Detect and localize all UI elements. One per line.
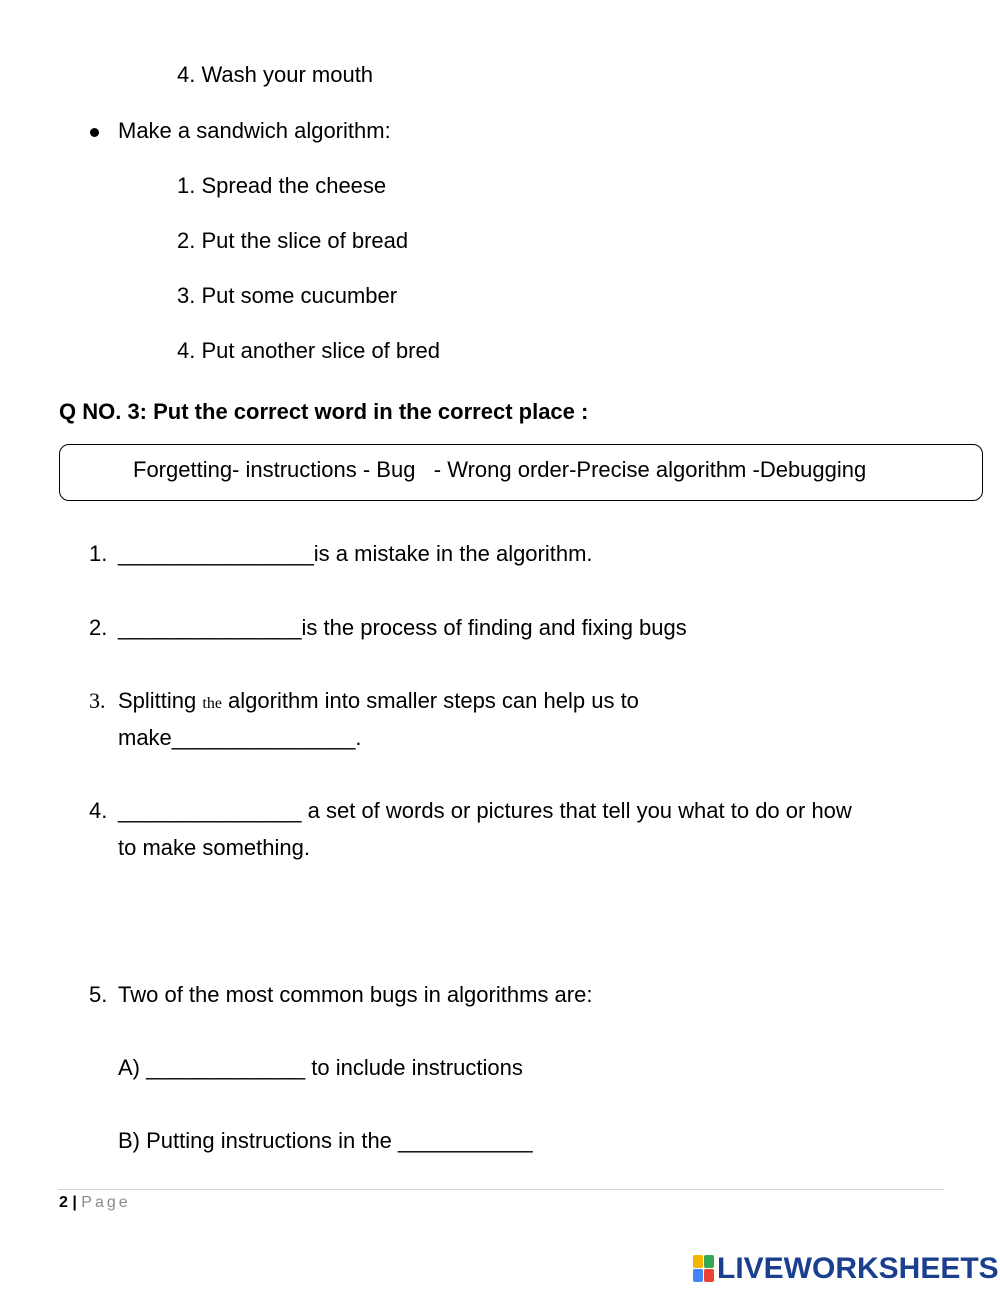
- liveworksheets-logo: [693, 1252, 999, 1286]
- logo-blocks-icon: [693, 1255, 715, 1283]
- logo-block: [704, 1255, 714, 1268]
- question-4[interactable]: _______________ a set of words or pictures that tell you what to do or how: [118, 798, 852, 823]
- item-number: 2.: [89, 615, 108, 640]
- logo-block: [704, 1269, 714, 1282]
- question-2: [118, 614, 687, 642]
- sandwich-step: 2. Put the slice of bread: [177, 228, 409, 253]
- question-4-line2: to make something.: [118, 835, 310, 860]
- item-number: 5.: [89, 982, 108, 1007]
- logo-text: LIVEWORKSHEETS: [717, 1252, 999, 1285]
- answer-blank[interactable]: _______________: [118, 615, 302, 640]
- bullet-icon: [90, 128, 99, 137]
- page-footer: [59, 1193, 131, 1213]
- question-3: [118, 687, 639, 718]
- logo-block: [693, 1269, 703, 1282]
- question-text: is the process of finding and fixing bugs: [301, 615, 687, 640]
- sandwich-step: 1. Spread the cheese: [177, 173, 387, 198]
- question-text: is a mistake in the algorithm.: [313, 541, 593, 566]
- answer-blank[interactable]: ________________: [118, 541, 314, 566]
- question-1: [118, 540, 593, 568]
- logo-block: [693, 1255, 703, 1268]
- page-number: 2: [59, 1194, 68, 1211]
- question-3-line2[interactable]: make_______________.: [118, 725, 362, 750]
- wash-step: 4. Wash your mouth: [177, 62, 374, 87]
- footer-separator: |: [72, 1194, 77, 1211]
- item-number: 3.: [89, 688, 106, 713]
- question-text: algorithm into smaller steps can help us to: [221, 688, 639, 713]
- question-5-b[interactable]: B) Putting instructions in the ___________: [118, 1128, 533, 1153]
- sandwich-step: 4. Put another slice of bred: [177, 338, 440, 363]
- page-label: Page: [81, 1194, 131, 1211]
- item-number: 4.: [89, 798, 108, 823]
- item-number: 1.: [89, 541, 108, 566]
- question-text: Splitting: [118, 688, 203, 713]
- footer-divider: [58, 1189, 944, 1190]
- question-5-a[interactable]: A) _____________ to include instructions: [118, 1055, 523, 1080]
- question-5: Two of the most common bugs in algorithms are:: [118, 982, 593, 1007]
- sandwich-step: 3. Put some cucumber: [177, 283, 398, 308]
- question-text-small: the: [202, 695, 222, 712]
- sandwich-title: Make a sandwich algorithm:: [118, 118, 391, 143]
- word-bank-text: Forgetting- instructions - Bug - Wrong order-Precise algorithm -Debugging: [133, 457, 867, 482]
- question-heading: Q NO. 3: Put the correct word in the correct place :: [59, 399, 589, 424]
